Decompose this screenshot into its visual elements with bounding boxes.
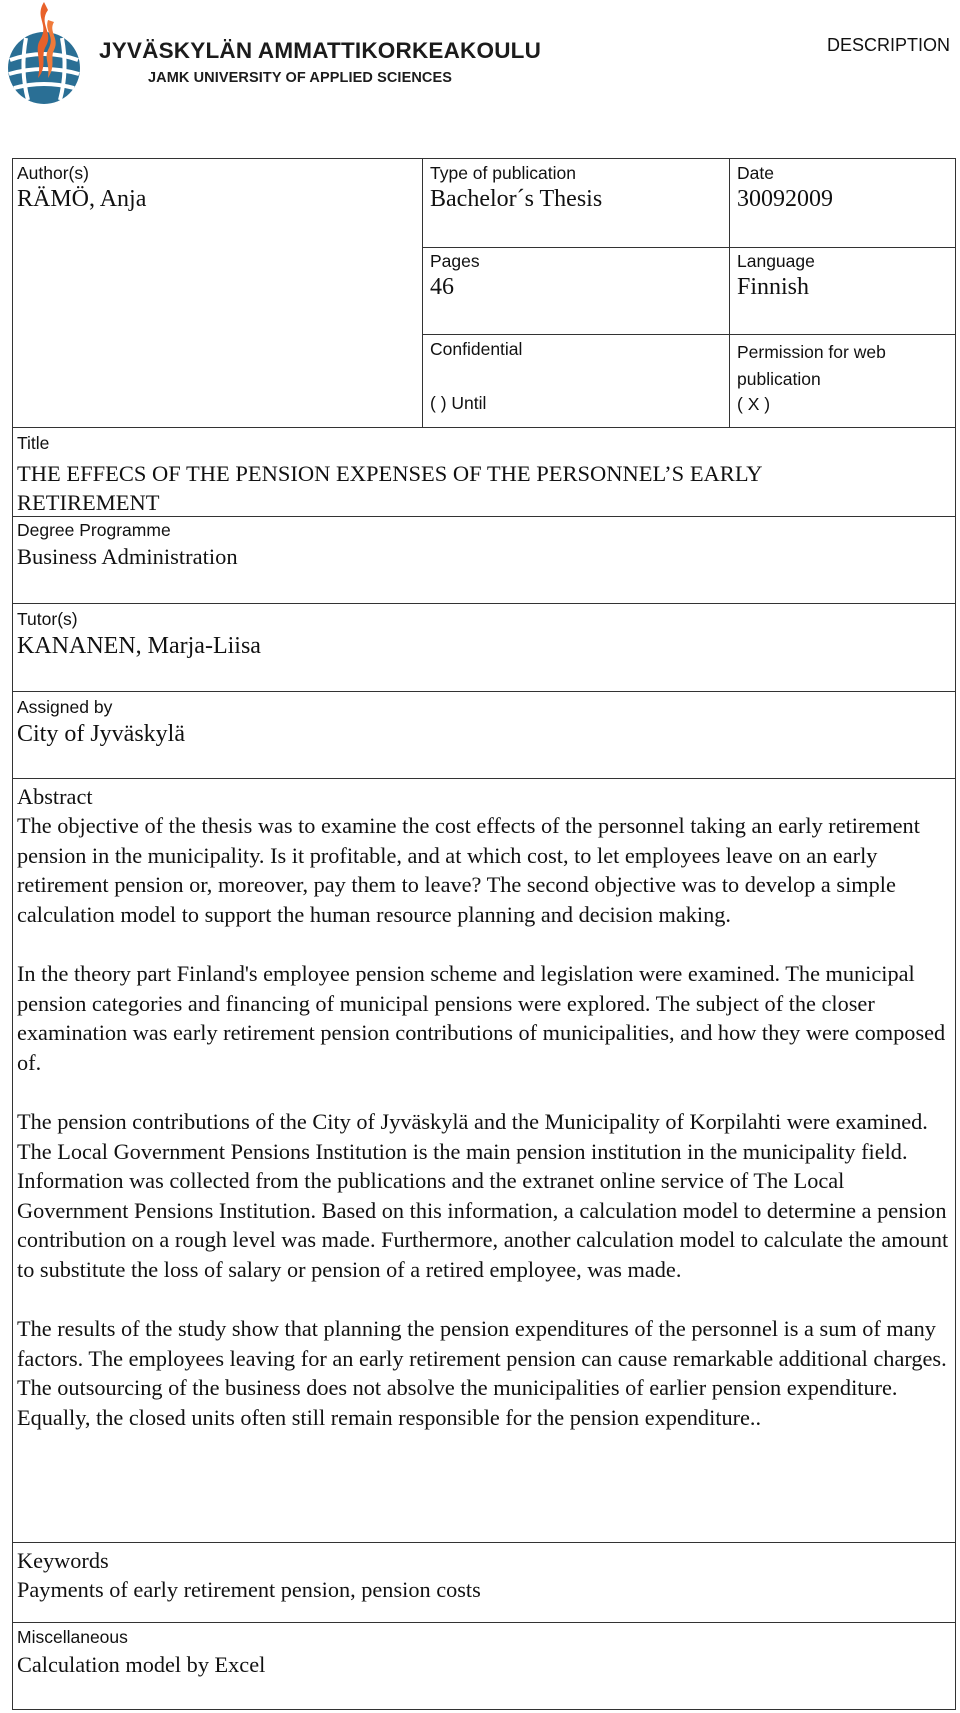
assigned-by-label: Assigned by — [17, 697, 113, 717]
column-divider-1 — [422, 159, 423, 427]
title-label: Title — [17, 433, 50, 453]
confidential-label: Confidential — [430, 339, 523, 359]
tutors-label: Tutor(s) — [17, 609, 78, 629]
abstract-paragraph-3: The pension contributions of the City of Jyväskylä and the Municipality of Korpilahti were examined. The Local Government Pensions Institution is the main pension institution in the municipality field. Information was collected from the publications and the extranet online service of The Local Government Pensions Institution. Based on this information, a calculation model to determine a pension contribution on a rough level was made. Furthermore, another calculation model to calculate the amount to substitute the loss of salary or pension of a retired employee, was made. — [17, 1108, 949, 1282]
date-label: Date — [737, 163, 774, 183]
miscellaneous-value: Calculation model by Excel — [17, 1652, 266, 1677]
author-value: RÄMÖ, Anja — [17, 186, 147, 212]
degree-programme-cell — [17, 520, 947, 571]
row-divider-title — [13, 427, 955, 428]
publication-type-value: Bachelor´s Thesis — [430, 186, 603, 212]
web-permission-label-line1: Permission for web — [737, 342, 886, 362]
jamk-flame-globe-logo-icon — [4, 0, 84, 108]
row-divider-misc — [13, 1622, 955, 1623]
document-header — [0, 0, 960, 140]
pages-label: Pages — [430, 251, 480, 271]
abstract-cell — [17, 782, 951, 1432]
date-cell — [737, 163, 952, 213]
web-permission-label-line2: publication — [737, 369, 821, 389]
assigned-by-value: City of Jyväskylä — [17, 721, 185, 747]
web-permission-cell — [737, 339, 952, 415]
confidential-value: ( ) Until — [430, 393, 487, 413]
institution-name: JYVÄSKYLÄN AMMATTIKORKEAKOULU — [99, 38, 542, 63]
language-value: Finnish — [737, 274, 810, 300]
publication-type-cell — [430, 163, 725, 213]
thesis-description-form — [12, 158, 956, 1710]
degree-programme-label: Degree Programme — [17, 520, 171, 540]
abstract-paragraph-2: In the theory part Finland's employee pension scheme and legislation were examined. The municipal pension categories and financing of municipal pensions were explored. The subject of the closer examination was early retirement pension contributions of municipalities, and how they were composed of. — [17, 960, 946, 1075]
abstract-paragraph-1: The objective of the thesis was to examine the cost effects of the personnel taking an early retirement pension in the municipality. Is it profitable, and at which cost, to let employees leave on an early retirement pension or, moreover, pay them to leave? The second objective was to develop a simple calculation model to support the human resource planning and decision making. — [17, 813, 920, 927]
abstract-label: Abstract — [17, 784, 93, 809]
language-label: Language — [737, 251, 815, 271]
degree-programme-value: Business Administration — [17, 544, 238, 569]
row-divider-abstract — [13, 778, 955, 779]
institution-name-english: JAMK UNIVERSITY OF APPLIED SCIENCES — [148, 70, 453, 86]
pages-cell — [430, 251, 725, 301]
pages-value: 46 — [430, 274, 454, 300]
miscellaneous-cell — [17, 1627, 947, 1679]
assigned-by-cell — [17, 697, 947, 748]
keywords-value: Payments of early retirement pension, pension costs — [17, 1577, 481, 1602]
row-divider-tutors — [13, 603, 955, 604]
author-label: Author(s) — [17, 163, 89, 183]
document-type-label: DESCRIPTION — [826, 35, 950, 55]
title-cell — [17, 433, 947, 517]
row-divider-pages — [422, 247, 955, 248]
web-permission-value: ( X ) — [737, 394, 771, 414]
publication-type-label: Type of publication — [430, 163, 576, 183]
language-cell — [737, 251, 952, 301]
row-divider-assigned — [13, 691, 955, 692]
keywords-cell — [17, 1546, 947, 1604]
row-divider-keywords — [13, 1542, 955, 1543]
confidential-cell — [430, 339, 725, 413]
miscellaneous-label: Miscellaneous — [17, 1627, 128, 1647]
author-cell — [17, 163, 417, 213]
abstract-paragraph-4: The results of the study show that planning the pension expenditures of the personnel is a sum of many factors. The employees leaving for an early retirement pension can cause remarkable additional charges. The outsourcing of the business does not absolve the municipalities of earlier pension expenditure. Equally, the closed units often still remain responsible for the pension expenditure.. — [17, 1316, 947, 1430]
column-divider-2 — [729, 159, 730, 427]
title-value: THE EFFECS OF THE PENSION EXPENSES OF THE PERSONNEL’S EARLY RETIREMENT — [17, 461, 762, 515]
date-value: 30092009 — [737, 186, 833, 212]
tutors-value: KANANEN, Marja-Liisa — [17, 633, 261, 659]
row-divider-confidential — [422, 334, 955, 335]
keywords-label: Keywords — [17, 1548, 109, 1573]
tutors-cell — [17, 609, 947, 660]
